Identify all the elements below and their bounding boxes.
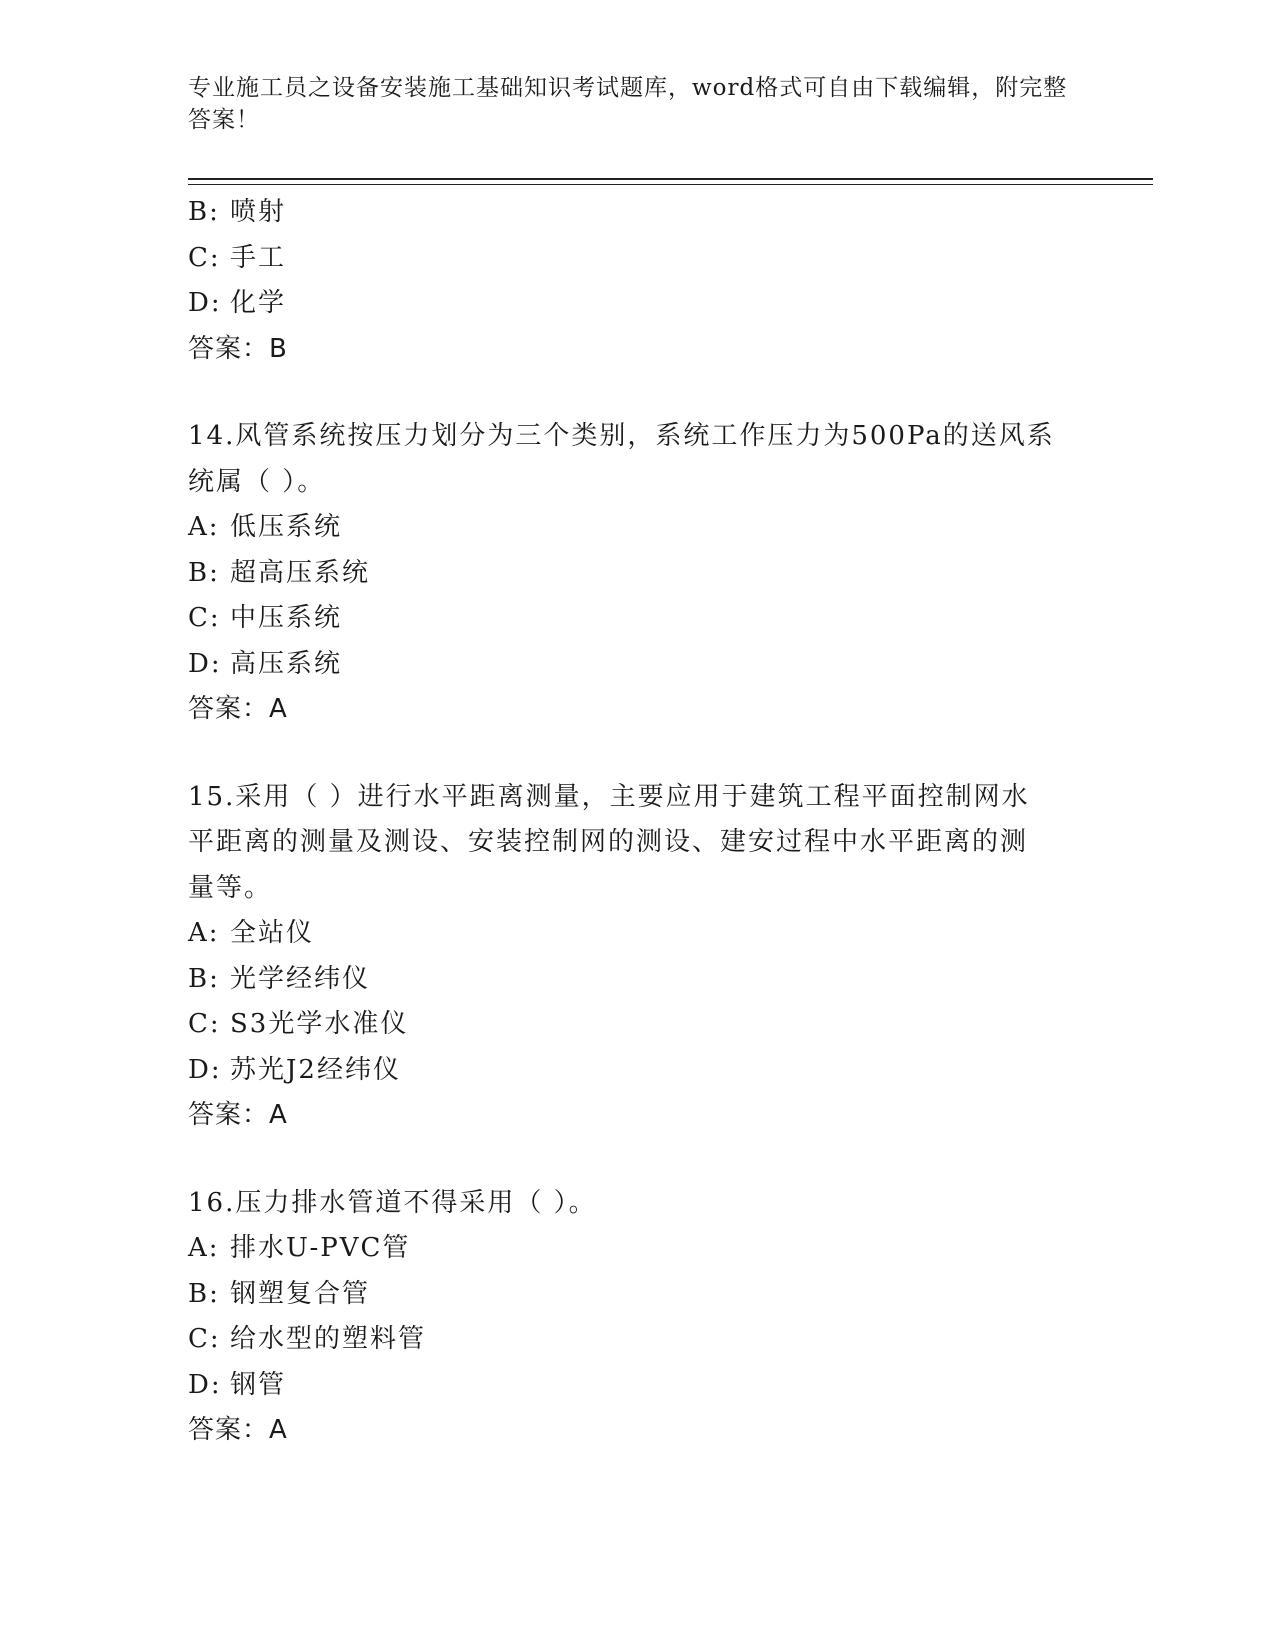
option-letter: B: [188,963,220,994]
option-text: 给水型的塑料管 [230,1324,427,1354]
option-row [188,911,1088,957]
option-letter: B: [188,197,220,227]
question-text-line: 14.风管系统按压力划分为三个类别，系统工作压力为500Pa的送风系 [188,421,1055,451]
question-14 [188,414,1088,733]
option-text: 钢塑复合管 [230,1278,371,1309]
option-row [188,1363,1088,1409]
option-text: 中压系统 [230,603,343,633]
option-letter: D: [188,1369,222,1400]
option-row [188,551,1088,597]
option-row [188,1226,1088,1272]
document-body [188,190,1088,1454]
question-text-line: 平距离的测量及测设、安装控制网的测设、建安过程中水平距离的测 [188,827,1029,857]
option-row [188,1317,1088,1363]
option-row [188,1002,1088,1048]
option-letter: C: [188,242,221,273]
question-text-line: 量等。 [188,872,273,903]
option-letter: D: [188,648,222,679]
option-text: 苏光J2经纬仪 [230,1054,401,1085]
question-fragment [188,190,1088,372]
option-letter: D: [188,288,222,318]
header-divider-thin [188,184,1153,185]
option-letter: A: [188,1233,220,1263]
option-row [188,236,1088,282]
answer-line: 答案：A [188,1100,288,1130]
answer-line: 答案：B [188,333,288,364]
option-text: 手工 [230,242,287,273]
answer-line: 答案：A [188,694,288,724]
option-row [188,1272,1088,1318]
document-header: 专业施工员之设备安装施工基础知识考试题库，word格式可自由下载编辑，附完整答案！ [188,75,1068,133]
option-row [188,957,1088,1003]
option-row [188,596,1088,642]
question-text-line: 统属（ ）。 [188,466,326,497]
option-text: 钢管 [230,1369,287,1400]
option-text: 光学经纬仪 [230,963,371,994]
option-text: 高压系统 [230,648,343,679]
option-row [188,190,1088,236]
option-row [188,505,1088,551]
option-letter: A: [188,918,220,948]
option-text: 低压系统 [230,512,343,542]
option-text: 喷射 [230,197,287,227]
option-letter: C: [188,1009,221,1039]
option-text: 全站仪 [230,918,315,948]
option-letter: B: [188,1278,220,1309]
option-text: 化学 [230,288,287,318]
answer-line: 答案：A [188,1415,288,1445]
option-letter: A: [188,512,220,542]
question-16 [188,1181,1088,1454]
option-row [188,642,1088,688]
question-text-line: 16.压力排水管道不得采用（ ）。 [188,1187,597,1218]
option-letter: D: [188,1054,222,1085]
option-row [188,281,1088,327]
option-row [188,1048,1088,1094]
option-letter: C: [188,1324,221,1354]
header-divider-thick [188,178,1153,180]
question-text-line: 15.采用（ ）进行水平距离测量，主要应用于建筑工程平面控制网水 [188,781,1030,812]
question-15 [188,775,1088,1139]
option-text: 超高压系统 [230,557,371,588]
option-text: S3光学水准仪 [230,1009,409,1039]
option-letter: C: [188,603,221,633]
option-text: 排水U-PVC管 [230,1233,411,1263]
option-letter: B: [188,557,220,588]
